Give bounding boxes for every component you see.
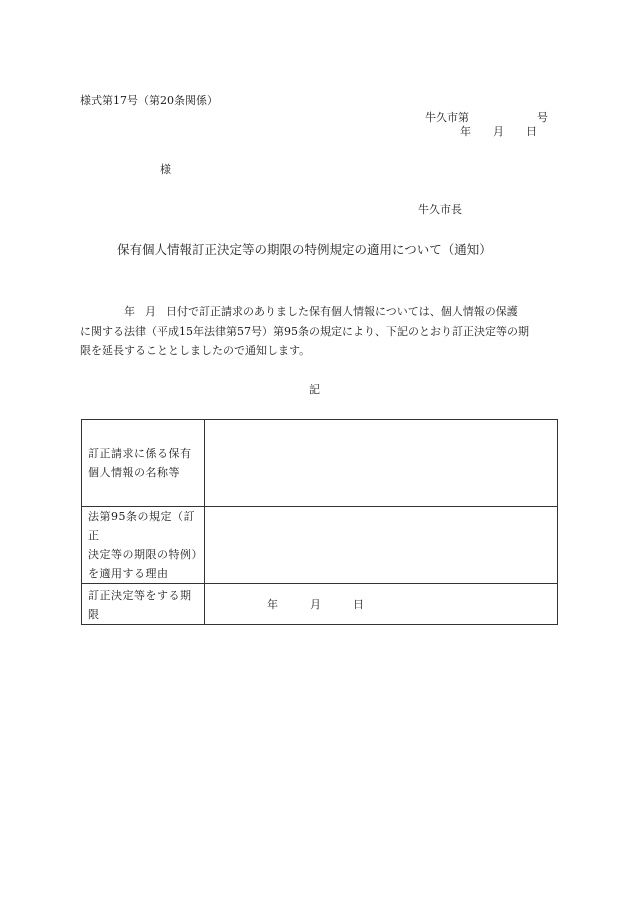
body-date-month: 月: [145, 305, 156, 318]
issue-date: [460, 125, 537, 139]
addressee-honorific: 様: [160, 163, 171, 176]
deadline-year: 年: [267, 597, 278, 611]
label-line: を適用する理由: [88, 567, 169, 580]
issue-date-year: 年: [460, 125, 471, 138]
row-label-reason: [82, 507, 205, 584]
row-label-deadline: [82, 584, 205, 625]
notice-body-line-3: 限を延長することとしましたので通知します。: [80, 344, 311, 357]
document-title: 保有個人情報訂正決定等の期限の特例規定の適用について（通知）: [117, 242, 492, 257]
notice-body-line-1: [80, 302, 558, 322]
row-label-info-name: [82, 420, 205, 507]
row-value-reason[interactable]: [205, 507, 558, 584]
deadline-month: 月: [310, 597, 321, 611]
label-line: 訂正決定等をする期: [88, 589, 192, 602]
notice-body: [80, 302, 558, 361]
row-value-deadline[interactable]: [205, 584, 558, 625]
row-value-info-name[interactable]: [205, 420, 558, 507]
table-row: [82, 420, 558, 507]
deadline-day: 日: [353, 597, 364, 611]
issue-date-day: 日: [526, 125, 537, 138]
issuer-name: 牛久市長: [418, 203, 462, 216]
form-number: 様式第17号（第20条関係）: [80, 94, 218, 107]
document-number-suffix: 号: [537, 111, 548, 124]
document-number: [425, 111, 548, 125]
ki-heading: 記: [309, 383, 320, 396]
body-date-year: 年: [124, 305, 135, 318]
issue-date-month: 月: [493, 125, 504, 138]
body-line1-text: 日付で訂正請求のありました保有個人情報については、個人情報の保護: [166, 305, 518, 318]
details-table: [81, 419, 558, 625]
document-number-prefix: 牛久市第: [425, 111, 469, 124]
label-line: 訂正請求に係る保有: [88, 447, 192, 460]
label-line: 決定等の期限の特例）: [88, 548, 203, 561]
table-row: [82, 507, 558, 584]
label-line: 法第95条の規定（訂正: [88, 510, 195, 542]
label-line: 個人情報の名称等: [88, 466, 180, 479]
label-line: 限: [88, 608, 100, 621]
table-row: [82, 584, 558, 625]
notice-body-line-2: に関する法律（平成15年法律第57号）第95条の規定により、下記のとおり訂正決定等の期: [80, 324, 529, 338]
